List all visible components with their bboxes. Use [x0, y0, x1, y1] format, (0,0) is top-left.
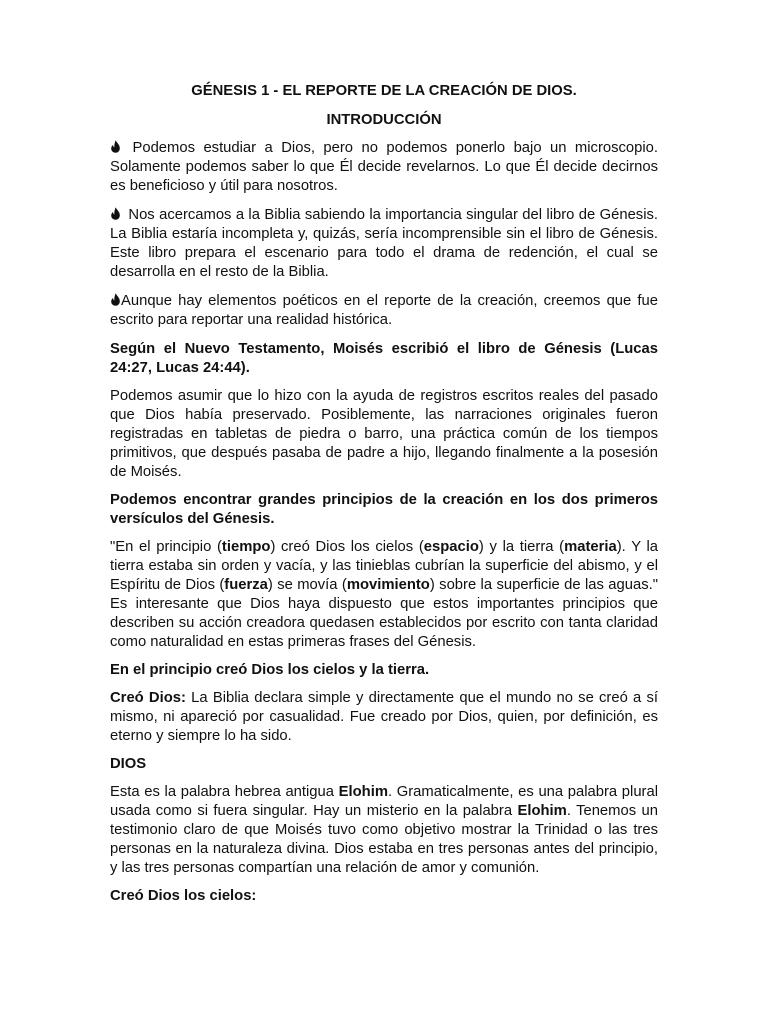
p7-text: ) creó Dios los cielos ( [270, 539, 424, 555]
p7-keyword-espacio: espacio [423, 539, 479, 555]
p11-keyword-elohim: Elohim [338, 784, 388, 800]
p7-text: ) se movía ( [267, 577, 347, 593]
paragraph-3-text: Aunque hay elementos poéticos en el reporte de la creación, creemos que fue escrito para reportar una realidad histórica. [110, 293, 658, 328]
paragraph-4-bold: Según el Nuevo Testamento, Moisés escribió el libro de Génesis (Lucas 24:27, Lucas 24:44). [110, 341, 658, 376]
paragraph-11 [110, 783, 658, 878]
p7-text: "En el principio ( [110, 539, 222, 555]
p7-keyword-movimiento: movimiento [346, 577, 430, 593]
p11-keyword-elohim: Elohim [517, 803, 567, 819]
p7-keyword-tiempo: tiempo [221, 539, 271, 555]
p9-text: La Biblia declara simple y directamente que el mundo no se creó a sí mismo, ni apareció por casualidad. Fue creado por Dios, quien, por definición, es eterno y siempre lo ha sido. [110, 690, 658, 744]
paragraph-3 [110, 292, 658, 330]
flame-icon [110, 293, 121, 306]
paragraph-9 [110, 689, 658, 746]
paragraph-12-bold: Creó Dios los cielos: [110, 888, 257, 904]
paragraph-2-text: Nos acercamos a la Biblia sabiendo la importancia singular del libro de Génesis. La Biblia estaría incompleta y, quizás, sería incomprensible sin el libro de Génesis. Este libro prepara el escenario para todo el drama de redención, el cual se desarrolla en el resto de la Biblia. [110, 207, 658, 280]
document-title: GÉNESIS 1 - EL REPORTE DE LA CREACIÓN DE DIOS. [191, 83, 577, 99]
p11-text: . Tenemos un testimonio claro de que Moisés tuvo como objetivo mostrar la Trinidad o las tres personas en la naturaleza divina. Dios estaba en tres personas antes del principio, y las tres personas compartían una relación de amor y comunión. [110, 803, 658, 876]
p7-text: ) y la tierra ( [478, 539, 565, 555]
flame-icon [110, 140, 121, 153]
paragraph-2 [110, 206, 658, 282]
paragraph-1 [110, 139, 658, 196]
p7-keyword-fuerza: fuerza [224, 577, 268, 593]
p7-keyword-materia: materia [564, 539, 617, 555]
paragraph-1-text: Podemos estudiar a Dios, pero no podemos ponerlo bajo un microscopio. Solamente podemos saber lo que Él decide revelarnos. Lo que Él decide decirnos es beneficioso y útil para nosotros. [110, 140, 658, 194]
p7-text: ). Y la tierra estaba sin orden y vacía, y las tinieblas cubrían la superficie del abismo, y el Espíritu de Dios ( [110, 539, 658, 593]
p7-text: ) sobre la superficie de las aguas." Es interesante que Dios haya dispuesto que estos importantes principios que describen su acción creadora quedasen establecidos por escrito con tanta claridad como naturalidad en estas primeras frases del Génesis. [110, 577, 658, 650]
paragraph-6-bold: Podemos encontrar grandes principios de la creación en los dos primeros versículos del Génesis. [110, 492, 658, 527]
heading-dios: DIOS [110, 756, 147, 772]
paragraph-5: Podemos asumir que lo hizo con la ayuda de registros escritos reales del pasado que Dios había preservado. Posiblemente, las narraciones originales fueron registradas en tabletas de piedra o barro, una práctica común de los tiempos primitivos, que después pasaba de padre a hijo, llegando finalmente a la posesión de Moisés. [110, 388, 658, 480]
p11-text: Esta es la palabra hebrea antigua [110, 784, 339, 800]
section-heading-introduccion: INTRODUCCIÓN [326, 112, 442, 128]
paragraph-7 [110, 538, 658, 652]
p9-lead: Creó Dios: [110, 690, 186, 706]
flame-icon [110, 207, 121, 220]
p11-text: . Gramaticalmente, es una palabra plural usada como si fuera singular. Hay un misterio en la palabra [110, 784, 658, 819]
paragraph-8-bold: En el principio creó Dios los cielos y la tierra. [110, 662, 430, 678]
